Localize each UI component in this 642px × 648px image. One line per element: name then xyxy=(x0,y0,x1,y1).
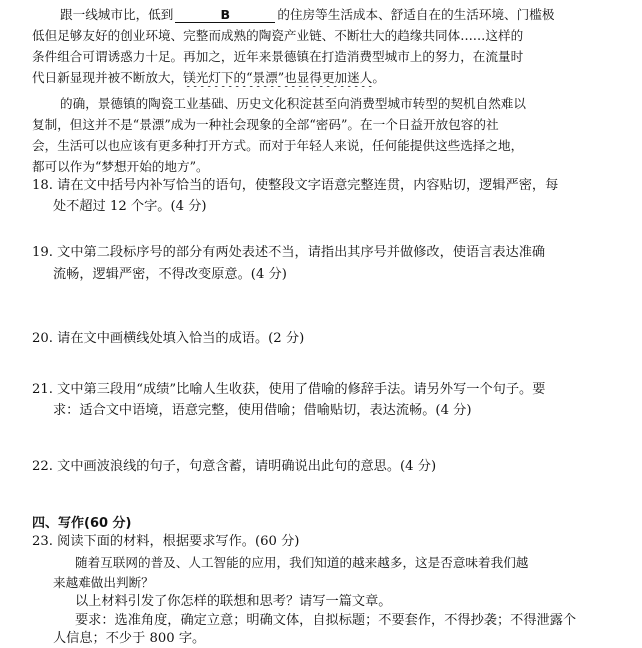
passage-text: 代日新显现并被不断放大， xyxy=(32,70,184,85)
question-21-cont: 求：适合文中语境，语意完整，使用借喻；借喻贴切，表达流畅。(4 分) xyxy=(53,403,472,418)
material-line: 来越难做出判断？ xyxy=(53,575,154,590)
passage-text: 。 xyxy=(372,70,385,85)
question-21: 21. 文中第三段用“成绩”比喻人生收获，使用了借喻的修辞手法。请另外写一个句子。要 xyxy=(32,382,546,397)
section-title-writing: 四、写作(60 分) xyxy=(32,516,132,531)
answer-blank-b: B xyxy=(175,8,275,23)
passage-line xyxy=(32,69,385,87)
wavy-underlined-sentence: 镁光灯下的“景漂”也显得更加迷人 xyxy=(183,70,373,85)
writing-requirements-cont: 人信息；不少于 800 字。 xyxy=(53,631,206,646)
passage-line xyxy=(60,6,554,24)
question-19: 19. 文中第二段标序号的部分有两处表述不当，请指出其序号并做修改，使语言表达准确 xyxy=(32,245,546,260)
question-19-cont: 流畅，逻辑严密，不得改变原意。(4 分) xyxy=(53,267,287,282)
passage-line: 复制，但这并不是“景漂”成为一种社会现象的全部“密码”。在一个日益开放包容的社 xyxy=(32,117,499,132)
passage-text: 跟一线城市比，低到 xyxy=(60,7,174,22)
question-18: 18. 请在文中括号内补写恰当的语句，使整段文字语意完整连贯，内容贴切，逻辑严密，每 xyxy=(32,178,559,193)
question-22: 22. 文中画波浪线的句子，句意含蓄，请明确说出此句的意思。(4 分) xyxy=(32,459,437,474)
material-line: 以上材料引发了你怎样的联想和思考？请写一篇文章。 xyxy=(75,594,392,609)
passage-line: 都可以作为“梦想开始的地方”。 xyxy=(32,159,209,174)
question-20: 20. 请在文中画横线处填入恰当的成语。(2 分) xyxy=(32,331,305,346)
question-18-cont: 处不超过 12 个字。(4 分) xyxy=(53,199,207,214)
material-line: 随着互联网的普及、人工智能的应用，我们知道的越来越多，这是否意味着我们越 xyxy=(75,555,529,570)
passage-line: 低但足够友好的创业环境、完整而成熟的陶瓷产业链、不断壮大的趋缘共同体……这样的 xyxy=(32,28,524,43)
passage-text: 的住房等生活成本、舒适自在的生活环境、门槛极 xyxy=(277,7,555,22)
passage-line: 条件组合可谓诱惑力十足。再加之，近年来景德镇在打造消费型城市上的努力，在流量时 xyxy=(32,49,524,64)
passage-line: 会，生活可以也应该有更多种打开方式。而对于年轻人来说，任何能提供这些选择之地， xyxy=(32,138,524,153)
passage-line: 的确，景德镇的陶瓷工业基础、历史文化积淀甚至向消费型城市转型的契机自然难以 xyxy=(60,96,526,111)
writing-requirements: 要求：选准角度，确定立意；明确文体，自拟标题；不要套作，不得抄袭；不得泄露个 xyxy=(75,613,577,628)
question-23: 23. 阅读下面的材料，根据要求写作。(60 分) xyxy=(32,534,300,549)
